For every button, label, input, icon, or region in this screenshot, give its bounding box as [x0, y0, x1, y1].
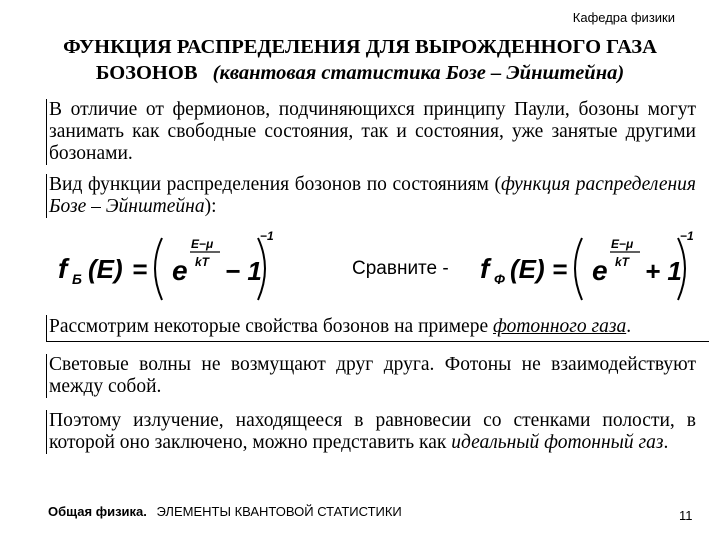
fermi-f: f	[480, 253, 490, 284]
paragraph-distribution	[46, 174, 696, 218]
fermi-sub: Ф	[494, 271, 505, 287]
bose-paren-left	[155, 238, 162, 300]
page-number: 11	[679, 508, 693, 523]
fermi-exp-den: kT	[615, 255, 630, 269]
fermi-exp-num: E−μ	[611, 237, 634, 251]
paragraph-distribution-text: Вид функции распределения бозонов по состояниям (	[49, 174, 501, 195]
title-subtitle: (квантовая статистика Бозе – Эйнштейна)	[212, 62, 625, 84]
bose-base: e	[172, 255, 188, 286]
fermi-power: −1	[680, 229, 694, 243]
department-label: Кафедра физики	[572, 10, 675, 25]
bose-f: f	[58, 253, 68, 284]
paragraph-photon-gas-text: Рассмотрим некоторые свойства бозонов на примере	[49, 316, 493, 337]
bose-formula	[50, 226, 280, 308]
footer-course-name: Общая физика.	[48, 504, 147, 519]
fermi-op: + 1	[645, 256, 682, 286]
paragraph-radiation-italic: идеальный фотонный газ	[451, 432, 664, 453]
paragraph-light-waves: Световые волны не возмущают друг друга. Фотоны не взаимодействуют между собой.	[46, 354, 696, 398]
bose-arg: (E)	[88, 254, 123, 284]
paragraph-radiation-text: Поэтому излучение, находящееся в равновесии со стенками полости, в которой оно заключено, можно представить как	[49, 410, 696, 453]
compare-label: Сравните -	[352, 258, 449, 279]
paragraph-photon-gas-end: .	[626, 316, 632, 337]
paragraph-distribution-end: ):	[204, 196, 217, 217]
photon-gas-link[interactable]: фотонного газа	[492, 316, 627, 337]
paragraph-photon-gas	[46, 315, 709, 342]
bose-exp-num: E−μ	[191, 237, 214, 251]
fermi-formula	[474, 226, 706, 308]
fermi-eq: =	[552, 254, 568, 284]
slide-title	[20, 34, 700, 86]
bose-exp-den: kT	[195, 255, 210, 269]
fermi-base: e	[592, 255, 608, 286]
bose-power: −1	[260, 229, 274, 243]
fermi-arg: (E)	[510, 254, 545, 284]
bose-eq: =	[132, 254, 148, 284]
fermi-paren-left	[575, 238, 582, 300]
paragraph-fermions: В отличие от фермионов, подчиняющихся принципу Паули, бозоны могут занимать как свободные состояния, так и состояния, уже занятые другими бозонами.	[46, 99, 696, 165]
title-main-word: БОЗОНОВ	[95, 62, 198, 84]
title-line-1: ФУНКЦИЯ РАСПРЕДЕЛЕНИЯ ДЛЯ ВЫРОЖДЕННОГО ГАЗА	[63, 36, 657, 58]
paragraph-radiation-end: .	[663, 432, 669, 453]
title-line-2	[20, 60, 700, 86]
bose-sub: Б	[72, 271, 82, 287]
paragraph-radiation	[46, 410, 696, 454]
bose-op: − 1	[225, 256, 262, 286]
paragraph-distribution-italic: функция распределения Бозе – Эйнштейна	[49, 174, 696, 217]
footer-course	[48, 504, 402, 519]
footer-section: ЭЛЕМЕНТЫ КВАНТОВОЙ СТАТИСТИКИ	[156, 504, 402, 519]
